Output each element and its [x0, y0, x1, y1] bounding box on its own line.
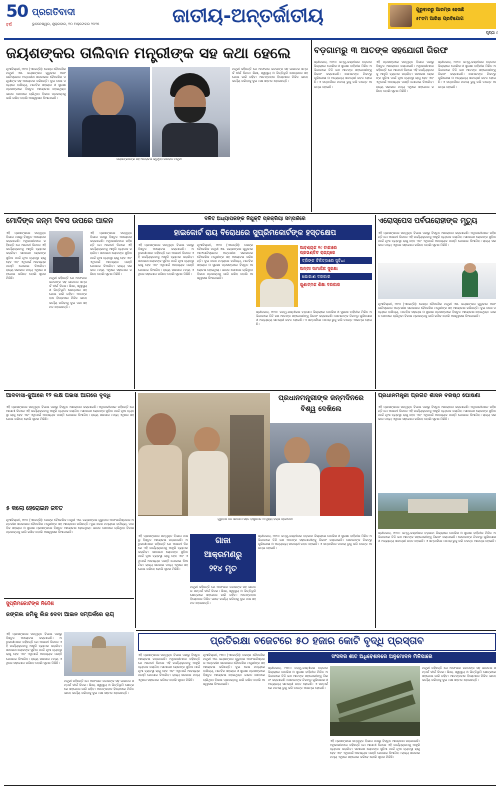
mid-right-body-2: ଶ୍ରୀନଗର, ୯ା୧୦: ଜମ୍ମୁ-କଶ୍ମୀରର ବଡ଼ଗାମ ଜିଲ୍ଲାରେ ପୋଲିସ ଓ ସୁରକ୍ଷା ବାହିନୀର ମିଳିତ ଅଭିଯାନରେ ତିନି ଜଣ ଆତଙ୍କ ସହଯୋଗୀଙ୍କୁ ଗିରଫ କରାଯାଇଛି। ସେମାନଙ୍କ ନିକଟରୁ ଗୁଳିଗୋଳା ଓ ଅନ୍ୟାନ୍ୟ ସାମଗ୍ରୀ ଜବତ ହୋଇଛି। ଏ ସମ୍ପର୍କରେ ମାମଲା ରୁଜୁ କରି ତଦନ୍ତ ଆରମ୍ଭ ହୋଇଛି।: [378, 531, 496, 544]
gaza-body-left: ଏହି ପ୍ରସଙ୍ଗରେ ସମ୍ପୃକ୍ତ ବିଭାଗ ପକ୍ଷରୁ ବିସ୍ତୃତ ଆଲୋଚନା କରାଯାଇଛି। ଅଧିକାରୀମାନେ କହିଛନ୍ତି ଯେ ଆଗାମୀ ଦିନରେ ଏହି କାର୍ଯ୍ୟକ୍ରମକୁ ଆହୁରି ବ୍ୟାପକ କରାଯିବ। ସାଧାରଣ ଲୋକଙ୍କ ସୁବିଧା ପାଇଁ ନୂଆ ବ୍ୟବସ୍ଥା ଲାଗୁ ହେବ ଏବଂ ଏଥିପାଇଁ ଆବଶ୍ୟକ ପାଣ୍ଠି ଯୋଗାଇ ଦିଆଯିବ। ରାଜ୍ୟ ସରକାର ମଧ୍ୟ ଏଥିରେ ସହଯୋଗ କରିବେ ବୋଲି ସୂଚନା ମିଳିଛି।: [138, 534, 188, 571]
anniversary-number: 50: [6, 2, 28, 22]
mid-photo: [138, 393, 270, 516]
paper-name: ପ୍ରଗତିବାଦୀ: [32, 8, 76, 18]
defence-headline: ପ୍ରତିରକ୍ଷା ବଜେଟରେ ୫୦ ହଜାର କୋଟି ବୃଦ୍ଧି ପ୍ରସ୍ତାବ: [210, 636, 424, 647]
page-number: ପୃଷ୍ଠା ୯: [485, 30, 498, 35]
gaza-line1: ଗାଜା: [215, 536, 231, 545]
modi-body-3: ଏହି ପ୍ରସଙ୍ଗରେ ସମ୍ପୃକ୍ତ ବିଭାଗ ପକ୍ଷରୁ ବିସ୍ତୃତ ଆଲୋଚନା କରାଯାଇଛି। ଅଧିକାରୀମାନେ କହିଛନ୍ତି ଯେ ଆଗାମୀ ଦିନରେ ଏହି କାର୍ଯ୍ୟକ୍ରମକୁ ଆହୁରି ବ୍ୟାପକ କରାଯିବ। ସାଧାରଣ ଲୋକଙ୍କ ସୁବିଧା ପାଇଁ ନୂଆ ବ୍ୟବସ୍ଥା ଲାଗୁ ହେବ ଏବଂ ଏଥିପାଇଁ ଆବଶ୍ୟକ ପାଣ୍ଠି ଯୋଗାଇ ଦିଆଯିବ। ରାଜ୍ୟ ସରକାର ମଧ୍ୟ ଏଥିରେ ସହଯୋଗ କରିବେ ବୋଲି ସୂଚନା ମିଳିଛି।: [90, 231, 132, 276]
sc-body-1: ଏହି ପ୍ରସଙ୍ଗରେ ସମ୍ପୃକ୍ତ ବିଭାଗ ପକ୍ଷରୁ ବିସ୍ତୃତ ଆଲୋଚନା କରାଯାଇଛି। ଅଧିକାରୀମାନେ କହିଛନ୍ତି ଯେ ଆଗାମୀ ଦିନରେ ଏହି କାର୍ଯ୍ୟକ୍ରମକୁ ଆହୁରି ବ୍ୟାପକ କରାଯିବ। ସାଧାରଣ ଲୋକଙ୍କ ସୁବିଧା ପାଇଁ ନୂଆ ବ୍ୟବସ୍ଥା ଲାଗୁ ହେବ ଏବଂ ଏଥିପାଇଁ ଆବଶ୍ୟକ ପାଣ୍ଠି ଯୋଗାଇ ଦିଆଯିବ। ରାଜ୍ୟ ସରକାର ମଧ୍ୟ ଏଥିରେ ସହଯୋଗ କରିବେ ବୋଲି ସୂଚନା ମିଳିଛି।: [6, 632, 62, 665]
defence-body-2: ନୂଆଦିଲ୍ଲୀ, ୯ା୧୦ (ଏଜେନ୍ସି): କେନ୍ଦ୍ର ବୈଦେଶିକ ମନ୍ତ୍ରୀ ଏସ. ଜୟଶଙ୍କର ଗୁରୁବାର ଆଫଗାନିସ୍ତାନର ଅନ୍ତରୀଣ ସରକାରର ବୈଦେଶିକ ମନ୍ତ୍ରୀଙ୍କ ସହ ଆଲୋଚନା କରିଛନ୍ତି। ଦୁଇ ଦେଶ ମଧ୍ୟରେ ବାଣିଜ୍ୟ, ମାନବିକ ସହାୟତା ଓ ସୁରକ୍ଷା ପ୍ରସଙ୍ଗରେ ବିସ୍ତୃତ ଆଲୋଚନା ହୋଇଥିଲା। ଭାରତ ସେଠାରେ ଚାଲିଥିବା ବିକାଶ ପ୍ରକଳ୍ପକୁ ଜାରି ରଖିବ ବୋଲି ଆଶ୍ୱାସନା ଦିଆଯାଇଛି।: [203, 653, 265, 686]
divider-band3-left: [135, 392, 136, 628]
promo-line1: ଗୁରୁବାରରୁ ଆରମ୍ଭ ହେଉଛି: [416, 8, 465, 13]
defence-subhead: ସଂସଦର ଶୀତ ଅଧିବେଶନରେ ଅନୁମୋଦନ ମିଳିପାରେ: [331, 654, 433, 660]
masthead: [0, 0, 500, 38]
anniversary-sub: ବର୍ଷ: [6, 22, 12, 27]
right-top-body-2: ଏହି ପ୍ରସଙ୍ଗରେ ସମ୍ପୃକ୍ତ ବିଭାଗ ପକ୍ଷରୁ ବିସ୍ତୃତ ଆଲୋଚନା କରାଯାଇଛି। ଅଧିକାରୀମାନେ କହିଛନ୍ତି ଯେ ଆଗାମୀ ଦିନରେ ଏହି କାର୍ଯ୍ୟକ୍ରମକୁ ଆହୁରି ବ୍ୟାପକ କରାଯିବ। ସାଧାରଣ ଲୋକଙ୍କ ସୁବିଧା ପାଇଁ ନୂଆ ବ୍ୟବସ୍ଥା ଲାଗୁ ହେବ ଏବଂ ଏଥିପାଇଁ ଆବଶ୍ୟକ ପାଣ୍ଠି ଯୋଗାଇ ଦିଆଯିବ। ରାଜ୍ୟ ସରକାର ମଧ୍ୟ ଏଥିରେ ସହଯୋଗ କରିବେ ବୋଲି ସୂଚନା ମିଳିଛି।: [376, 60, 434, 93]
mid-photo-caption: ଗୁରୁବାର ଦିନ ସମାଗମ ସହିତ ରାଷ୍ଟ୍ରପତି ଓ ମୁଖ୍ୟ ବକ୍ତା ଦ୍ରୌପଦୀ: [217, 518, 293, 521]
hc-body-1: ଏହି ପ୍ରସଙ୍ଗରେ ସମ୍ପୃକ୍ତ ବିଭାଗ ପକ୍ଷରୁ ବିସ୍ତୃତ ଆଲୋଚନା କରାଯାଇଛି। ଅଧିକାରୀମାନେ କହିଛନ୍ତି ଯେ ଆଗାମୀ ଦିନରେ ଏହି କାର୍ଯ୍ୟକ୍ରମକୁ ଆହୁରି ବ୍ୟାପକ କରାଯିବ। ସାଧାରଣ ଲୋକଙ୍କ ସୁବିଧା ପାଇଁ ନୂଆ ବ୍ୟବସ୍ଥା ଲାଗୁ ହେବ ଏବଂ ଏଥିପାଇଁ ଆବଶ୍ୟକ ପାଣ୍ଠି ଯୋଗାଇ ଦିଆଯିବ। ରାଜ୍ୟ ସରକାର ମଧ୍ୟ ଏଥିରେ ସହଯୋଗ କରିବେ ବୋଲି ସୂଚନା ମିଳିଛି।: [138, 243, 194, 276]
hc-body-3: ଶ୍ରୀନଗର, ୯ା୧୦: ଜମ୍ମୁ-କଶ୍ମୀରର ବଡ଼ଗାମ ଜିଲ୍ଲାରେ ପୋଲିସ ଓ ସୁରକ୍ଷା ବାହିନୀର ମିଳିତ ଅଭିଯାନରେ ତିନି ଜଣ ଆତଙ୍କ ସହଯୋଗୀଙ୍କୁ ଗିରଫ କରାଯାଇଛି। ସେମାନଙ୍କ ନିକଟରୁ ଗୁଳିଗୋଳା ଓ ଅନ୍ୟାନ୍ୟ ସାମଗ୍ରୀ ଜବତ ହୋଇଛି। ଏ ସମ୍ପର୍କରେ ମାମଲା ରୁଜୁ କରି ତଦନ୍ତ ଆରମ୍ଭ ହୋଇଛି।: [256, 310, 372, 327]
modi-headline: ମୋଦିଙ୍କ ଜନ୍ମ ଦିବସ ଉପରେ ପାଳନ: [6, 216, 114, 225]
defence-body-4: ମନ୍ତ୍ରୀ କହିଛନ୍ତି ଯେ ଆଫଗାନ ଜନତାଙ୍କ ସହ ଭାରତର ସମ୍ପର୍କ ଦୀର୍ଘ ଦିନର। ଶିକ୍ଷା, ସ୍ୱାସ୍ଥ୍ୟ ଓ ଭିତ୍ତିଭୂମି କ୍ଷେତ୍ରରେ ସହଯୋଗ ଜାରି ରହିବ। ଆତଙ୍କବାଦ ବିରୋଧରେ ମିଳିତ ଭାବେ କାର୍ଯ୍ୟ କରିବାକୁ ଦୁଇ ପକ୍ଷ ସହମତ ହୋଇଛନ୍ତି।: [422, 666, 496, 683]
divider-bottom: [136, 630, 496, 631]
defence-subhead-bar: [268, 652, 496, 663]
right-top-body-1: ଶ୍ରୀନଗର, ୯ା୧୦: ଜମ୍ମୁ-କଶ୍ମୀରର ବଡ଼ଗାମ ଜିଲ୍ଲାରେ ପୋଲିସ ଓ ସୁରକ୍ଷା ବାହିନୀର ମିଳିତ ଅଭିଯାନରେ ତିନି ଜଣ ଆତଙ୍କ ସହଯୋଗୀଙ୍କୁ ଗିରଫ କରାଯାଇଛି। ସେମାନଙ୍କ ନିକଟରୁ ଗୁଳିଗୋଳା ଓ ଅନ୍ୟାନ୍ୟ ସାମଗ୍ରୀ ଜବତ ହୋଇଛି। ଏ ସମ୍ପର୍କରେ ମାମଲା ରୁଜୁ କରି ତଦନ୍ତ ଆରମ୍ଭ ହୋଇଛି।: [314, 60, 372, 89]
small-left-headline: ୫ କିଲୋ ହେରୋଇନ ଜବତ: [6, 506, 63, 512]
gaza-body-bottom: ମନ୍ତ୍ରୀ କହିଛନ୍ତି ଯେ ଆଫଗାନ ଜନତାଙ୍କ ସହ ଭାରତର ସମ୍ପର୍କ ଦୀର୍ଘ ଦିନର। ଶିକ୍ଷା, ସ୍ୱାସ୍ଥ୍ୟ ଓ ଭିତ୍ତିଭୂମି କ୍ଷେତ୍ରରେ ସହଯୋଗ ଜାରି ରହିବ। ଆତଙ୍କବାଦ ବିରୋଧରେ ମିଳିତ ଭାବେ କାର୍ଯ୍ୟ କରିବାକୁ ଦୁଇ ପକ୍ଷ ସହମତ ହୋଇଛନ୍ତି।: [190, 585, 256, 606]
wildlife-headline: ଏରୋସ୍ପେସ ପର୍ବତାରୋହୀଙ୍କ ମୃତ୍ୟୁ: [378, 216, 478, 225]
divider-band2-left: [134, 215, 135, 389]
lead-photo-taliban-minister: [152, 67, 230, 157]
mid-right-photo: [378, 493, 496, 529]
box-line3: ଦ୍ରିଙ୍କ ଚିକିତ୍ସାରେ ସୁବିଧା: [300, 257, 372, 264]
hc-body-2: ନୂଆଦିଲ୍ଲୀ, ୯ା୧୦ (ଏଜେନ୍ସି): କେନ୍ଦ୍ର ବୈଦେଶିକ ମନ୍ତ୍ରୀ ଏସ. ଜୟଶଙ୍କର ଗୁରୁବାର ଆଫଗାନିସ୍ତାନର ଅନ୍ତରୀଣ ସରକାରର ବୈଦେଶିକ ମନ୍ତ୍ରୀଙ୍କ ସହ ଆଲୋଚନା କରିଛନ୍ତି। ଦୁଇ ଦେଶ ମଧ୍ୟରେ ବାଣିଜ୍ୟ, ମାନବିକ ସହାୟତା ଓ ସୁରକ୍ଷା ପ୍ରସଙ୍ଗରେ ବିସ୍ତୃତ ଆଲୋଚନା ହୋଇଥିଲା। ଭାରତ ସେଠାରେ ଚାଲିଥିବା ବିକାଶ ପ୍ରକଳ୍ପକୁ ଜାରି ରଖିବ ବୋଲି ଆଶ୍ୱାସନା ଦିଆଯାଇଛି।: [197, 243, 253, 280]
small-left-body: ନୂଆଦିଲ୍ଲୀ, ୯ା୧୦ (ଏଜେନ୍ସି): କେନ୍ଦ୍ର ବୈଦେଶିକ ମନ୍ତ୍ରୀ ଏସ. ଜୟଶଙ୍କର ଗୁରୁବାର ଆଫଗାନିସ୍ତାନର ଅନ୍ତରୀଣ ସରକାରର ବୈଦେଶିକ ମନ୍ତ୍ରୀଙ୍କ ସହ ଆଲୋଚନା କରିଛନ୍ତି। ଦୁଇ ଦେଶ ମଧ୍ୟରେ ବାଣିଜ୍ୟ, ମାନବିକ ସହାୟତା ଓ ସୁରକ୍ଷା ପ୍ରସଙ୍ଗରେ ବିସ୍ତୃତ ଆଲୋଚନା ହୋଇଥିଲା। ଭାରତ ସେଠାରେ ଚାଲିଥିବା ବିକାଶ ପ୍ରକଳ୍ପକୁ ଜାରି ରଖିବ ବୋଲି ଆଶ୍ୱାସନା ଦିଆଯାଇଛି।: [6, 518, 134, 535]
gaza-body-right: ଶ୍ରୀନଗର, ୯ା୧୦: ଜମ୍ମୁ-କଶ୍ମୀରର ବଡ଼ଗାମ ଜିଲ୍ଲାରେ ପୋଲିସ ଓ ସୁରକ୍ଷା ବାହିନୀର ମିଳିତ ଅଭିଯାନରେ ତିନି ଜଣ ଆତଙ୍କ ସହଯୋଗୀଙ୍କୁ ଗିରଫ କରାଯାଇଛି। ସେମାନଙ୍କ ନିକଟରୁ ଗୁଳିଗୋଳା ଓ ଅନ୍ୟାନ୍ୟ ସାମଗ୍ରୀ ଜବତ ହୋଇଛି। ଏ ସମ୍ପର୍କରେ ମାମଲା ରୁଜୁ କରି ତଦନ୍ତ ଆରମ୍ଭ ହୋଇଛି।: [258, 534, 372, 551]
box-line6: ଗୁଣାତ୍ମକ ଶିକ୍ଷା ଦରକାର: [300, 282, 341, 287]
lead-photo-jaishankar: [68, 67, 150, 157]
divider-band2-right: [375, 215, 376, 389]
hc-photo: [256, 245, 298, 307]
mid-left-body: ଏହି ପ୍ରସଙ୍ଗରେ ସମ୍ପୃକ୍ତ ବିଭାଗ ପକ୍ଷରୁ ବିସ୍ତୃତ ଆଲୋଚନା କରାଯାଇଛି। ଅଧିକାରୀମାନେ କହିଛନ୍ତି ଯେ ଆଗାମୀ ଦିନରେ ଏହି କାର୍ଯ୍ୟକ୍ରମକୁ ଆହୁରି ବ୍ୟାପକ କରାଯିବ। ସାଧାରଣ ଲୋକଙ୍କ ସୁବିଧା ପାଇଁ ନୂଆ ବ୍ୟବସ୍ଥା ଲାଗୁ ହେବ ଏବଂ ଏଥିପାଇଁ ଆବଶ୍ୟକ ପାଣ୍ଠି ଯୋଗାଇ ଦିଆଯିବ। ରାଜ୍ୟ ସରକାର ମଧ୍ୟ ଏଥିରେ ସହଯୋଗ କରିବେ ବୋଲି ସୂଚନା ମିଳିଛି।: [6, 405, 134, 422]
lead-body-col2: ମନ୍ତ୍ରୀ କହିଛନ୍ତି ଯେ ଆଫଗାନ ଜନତାଙ୍କ ସହ ଭାରତର ସମ୍ପର୍କ ଦୀର୍ଘ ଦିନର। ଶିକ୍ଷା, ସ୍ୱାସ୍ଥ୍ୟ ଓ ଭିତ୍ତିଭୂମି କ୍ଷେତ୍ରରେ ସହଯୋଗ ଜାରି ରହିବ। ଆତଙ୍କବାଦ ବିରୋଧରେ ମିଳିତ ଭାବେ କାର୍ଯ୍ୟ କରିବାକୁ ଦୁଇ ପକ୍ଷ ସହମତ ହୋଇଛନ୍ତି।: [232, 67, 308, 84]
promo-photo: [390, 5, 412, 27]
mid-center-headline-1: ପ୍ରଧାନମନ୍ତ୍ରୀଙ୍କ ଜନ୍ମଦିନରେ: [278, 394, 364, 402]
right-top-body-3: ଶ୍ରୀନଗର, ୯ା୧୦: ଜମ୍ମୁ-କଶ୍ମୀରର ବଡ଼ଗାମ ଜିଲ୍ଲାରେ ପୋଲିସ ଓ ସୁରକ୍ଷା ବାହିନୀର ମିଳିତ ଅଭିଯାନରେ ତିନି ଜଣ ଆତଙ୍କ ସହଯୋଗୀଙ୍କୁ ଗିରଫ କରାଯାଇଛି। ସେମାନଙ୍କ ନିକଟରୁ ଗୁଳିଗୋଳା ଓ ଅନ୍ୟାନ୍ୟ ସାମଗ୍ରୀ ଜବତ ହୋଇଛି। ଏ ସମ୍ପର୍କରେ ମାମଲା ରୁଜୁ କରି ତଦନ୍ତ ଆରମ୍ଭ ହୋଇଛି।: [438, 60, 496, 89]
defence-body-5: ଏହି ପ୍ରସଙ୍ଗରେ ସମ୍ପୃକ୍ତ ବିଭାଗ ପକ୍ଷରୁ ବିସ୍ତୃତ ଆଲୋଚନା କରାଯାଇଛି। ଅଧିକାରୀମାନେ କହିଛନ୍ତି ଯେ ଆଗାମୀ ଦିନରେ ଏହି କାର୍ଯ୍ୟକ୍ରମକୁ ଆହୁରି ବ୍ୟାପକ କରାଯିବ। ସାଧାରଣ ଲୋକଙ୍କ ସୁବିଧା ପାଇଁ ନୂଆ ବ୍ୟବସ୍ଥା ଲାଗୁ ହେବ ଏବଂ ଏଥିପାଇଁ ଆବଶ୍ୟକ ପାଣ୍ଠି ଯୋଗାଇ ଦିଆଯିବ। ରାଜ୍ୟ ସରକାର ମଧ୍ୟ ଏଥିରେ ସହଯୋଗ କରିବେ ବୋଲି ସୂଚନା ମିଳିଛି।: [330, 739, 420, 760]
mid-photo-2: [270, 423, 372, 516]
modi-photo: [49, 231, 83, 273]
promo-line2: ୫୮ତମ ଆରିହା ପ୍ରତିଯୋଗ: [416, 17, 464, 22]
gaza-box: [190, 534, 256, 582]
mid-center-headline: [272, 393, 370, 421]
right-top-headline: ବଡ଼ଗାମରୁ ୩ ଆତଙ୍କ ସହଯୋଗୀ ଗିରଫ: [314, 46, 449, 56]
mid-left-headline: ଆଦିବାସୀ-ଜୁଆରେ ୧୨ ଲକ୍ଷ ପଇସା ଆଗରେ ବୃଦ୍ଧି: [6, 393, 111, 399]
hc-headline: ହାଇକୋର୍ଟ ରାୟ ବିରୋଧରେ ସୁପ୍ରିମକୋର୍ଟଙ୍କ ହସ୍ତକ୍ଷେପ: [173, 228, 337, 237]
sc-headline: ଜଙ୍ଗଲ ଜମିକୁ ଲିଜ ଦେବା ଆଇନ ସମ୍ପର୍କରେ ରାୟ: [6, 612, 115, 618]
mid-center-headline-2: ବିଶ୍ୱ ଦେଖିଲେ: [300, 405, 342, 413]
hc-kicker: ଦଳିତ ଅଧ୍ୟାପକଙ୍କ ନିଯୁକ୍ତି ପ୍ରକ୍ରିୟା ସମ୍ପର୍କରେ: [204, 216, 306, 222]
divider-band-2: [4, 390, 496, 391]
wildlife-body-1: ଏହି ପ୍ରସଙ୍ଗରେ ସମ୍ପୃକ୍ତ ବିଭାଗ ପକ୍ଷରୁ ବିସ୍ତୃତ ଆଲୋଚନା କରାଯାଇଛି। ଅଧିକାରୀମାନେ କହିଛନ୍ତି ଯେ ଆଗାମୀ ଦିନରେ ଏହି କାର୍ଯ୍ୟକ୍ରମକୁ ଆହୁରି ବ୍ୟାପକ କରାଯିବ। ସାଧାରଣ ଲୋକଙ୍କ ସୁବିଧା ପାଇଁ ନୂଆ ବ୍ୟବସ୍ଥା ଲାଗୁ ହେବ ଏବଂ ଏଥିପାଇଁ ଆବଶ୍ୟକ ପାଣ୍ଠି ଯୋଗାଇ ଦିଆଯିବ। ରାଜ୍ୟ ସରକାର ମଧ୍ୟ ଏଥିରେ ସହଯୋଗ କରିବେ ବୋଲି ସୂଚନା ମିଳିଛି।: [378, 231, 496, 248]
lead-headline: ଜୟଶଙ୍କର ତାଲିବାନ ମନ୍ତ୍ରୀଙ୍କ ସହ କଥା ହେଲେ: [6, 44, 291, 62]
defence-headline-box: [138, 633, 496, 651]
gaza-line3: ୨୧୪ ମୃତ: [209, 564, 237, 573]
promo-box[interactable]: [388, 3, 496, 29]
box-line5: ଯୋଗାଣ ଦରକାର: [300, 273, 372, 280]
anniversary-logo: [6, 2, 34, 28]
gaza-line2: ଆକ୍ରମଣରୁ: [204, 550, 242, 559]
modi-body-1: ଏହି ପ୍ରସଙ୍ଗରେ ସମ୍ପୃକ୍ତ ବିଭାଗ ପକ୍ଷରୁ ବିସ୍ତୃତ ଆଲୋଚନା କରାଯାଇଛି। ଅଧିକାରୀମାନେ କହିଛନ୍ତି ଯେ ଆଗାମୀ ଦିନରେ ଏହି କାର୍ଯ୍ୟକ୍ରମକୁ ଆହୁରି ବ୍ୟାପକ କରାଯିବ। ସାଧାରଣ ଲୋକଙ୍କ ସୁବିଧା ପାଇଁ ନୂଆ ବ୍ୟବସ୍ଥା ଲାଗୁ ହେବ ଏବଂ ଏଥିପାଇଁ ଆବଶ୍ୟକ ପାଣ୍ଠି ଯୋଗାଇ ଦିଆଯିବ। ରାଜ୍ୟ ସରକାର ମଧ୍ୟ ଏଥିରେ ସହଯୋଗ କରିବେ ବୋଲି ସୂଚନା ମିଳିଛି।: [6, 231, 46, 281]
hc-highlight-box: [300, 245, 372, 307]
sc-photo: [64, 632, 134, 676]
box-line2: ପ୍ରଭଣ୍ଡିତ ରାଜ୍ୟରେ: [300, 250, 336, 255]
hc-headline-bar: [138, 225, 372, 240]
divider-right-top: [311, 40, 312, 212]
box-line4: ଅନ୍ତଃ ସାମାଜିକ ସୁରକ୍ଷା: [300, 266, 338, 271]
defence-photo: [330, 666, 420, 736]
wildlife-photo: [378, 263, 496, 299]
divider-band-1: [4, 213, 496, 214]
box-line1: ଆବଶ୍ୟକ ୧୯ ଟାକାରେ: [300, 245, 337, 250]
masthead-rule: [4, 38, 496, 40]
mid-right-headline: ପ୍ରଧାନମନ୍ତ୍ରୀ ପ୍ରଗତି ଶାସନ ବରିଷ୍ଠ ଘୋଷଣା: [378, 393, 481, 399]
sc-body-2: ମନ୍ତ୍ରୀ କହିଛନ୍ତି ଯେ ଆଫଗାନ ଜନତାଙ୍କ ସହ ଭାରତର ସମ୍ପର୍କ ଦୀର୍ଘ ଦିନର। ଶିକ୍ଷା, ସ୍ୱାସ୍ଥ୍ୟ ଓ ଭିତ୍ତିଭୂମି କ୍ଷେତ୍ରରେ ସହଯୋଗ ଜାରି ରହିବ। ଆତଙ୍କବାଦ ବିରୋଧରେ ମିଳିତ ଭାବେ କାର୍ଯ୍ୟ କରିବାକୁ ଦୁଇ ପକ୍ଷ ସହମତ ହୋଇଛନ୍ତି।: [64, 679, 134, 696]
modi-body-2: ମନ୍ତ୍ରୀ କହିଛନ୍ତି ଯେ ଆଫଗାନ ଜନତାଙ୍କ ସହ ଭାରତର ସମ୍ପର୍କ ଦୀର୍ଘ ଦିନର। ଶିକ୍ଷା, ସ୍ୱାସ୍ଥ୍ୟ ଓ ଭିତ୍ତିଭୂମି କ୍ଷେତ୍ରରେ ସହଯୋଗ ଜାରି ରହିବ। ଆତଙ୍କବାଦ ବିରୋଧରେ ମିଳିତ ଭାବେ କାର୍ଯ୍ୟ କରିବାକୁ ଦୁଇ ପକ୍ଷ ସହମତ ହୋଇଛନ୍ତି।: [49, 276, 87, 309]
lead-body-col1: ନୂଆଦିଲ୍ଲୀ, ୯ା୧୦ (ଏଜେନ୍ସି): କେନ୍ଦ୍ର ବୈଦେଶିକ ମନ୍ତ୍ରୀ ଏସ. ଜୟଶଙ୍କର ଗୁରୁବାର ଆଫଗାନିସ୍ତାନର ଅନ୍ତରୀଣ ସରକାରର ବୈଦେଶିକ ମନ୍ତ୍ରୀଙ୍କ ସହ ଆଲୋଚନା କରିଛନ୍ତି। ଦୁଇ ଦେଶ ମଧ୍ୟରେ ବାଣିଜ୍ୟ, ମାନବିକ ସହାୟତା ଓ ସୁରକ୍ଷା ପ୍ରସଙ୍ଗରେ ବିସ୍ତୃତ ଆଲୋଚନା ହୋଇଥିଲା। ଭାରତ ସେଠାରେ ଚାଲିଥିବା ବିକାଶ ପ୍ରକଳ୍ପକୁ ଜାରି ରଖିବ ବୋଲି ଆଶ୍ୱାସନା ଦିଆଯାଇଛି।: [6, 67, 66, 100]
mid-right-body-1: ଏହି ପ୍ରସଙ୍ଗରେ ସମ୍ପୃକ୍ତ ବିଭାଗ ପକ୍ଷରୁ ବିସ୍ତୃତ ଆଲୋଚନା କରାଯାଇଛି। ଅଧିକାରୀମାନେ କହିଛନ୍ତି ଯେ ଆଗାମୀ ଦିନରେ ଏହି କାର୍ଯ୍ୟକ୍ରମକୁ ଆହୁରି ବ୍ୟାପକ କରାଯିବ। ସାଧାରଣ ଲୋକଙ୍କ ସୁବିଧା ପାଇଁ ନୂଆ ବ୍ୟବସ୍ଥା ଲାଗୁ ହେବ ଏବଂ ଏଥିପାଇଁ ଆବଶ୍ୟକ ପାଣ୍ଠି ଯୋଗାଇ ଦିଆଯିବ। ରାଜ୍ୟ ସରକାର ମଧ୍ୟ ଏଥିରେ ସହଯୋଗ କରିବେ ବୋଲି ସୂଚନା ମିଳିଛି।: [378, 405, 496, 422]
wildlife-body-2: ନୂଆଦିଲ୍ଲୀ, ୯ା୧୦ (ଏଜେନ୍ସି): କେନ୍ଦ୍ର ବୈଦେଶିକ ମନ୍ତ୍ରୀ ଏସ. ଜୟଶଙ୍କର ଗୁରୁବାର ଆଫଗାନିସ୍ତାନର ଅନ୍ତରୀଣ ସରକାରର ବୈଦେଶିକ ମନ୍ତ୍ରୀଙ୍କ ସହ ଆଲୋଚନା କରିଛନ୍ତି। ଦୁଇ ଦେଶ ମଧ୍ୟରେ ବାଣିଜ୍ୟ, ମାନବିକ ସହାୟତା ଓ ସୁରକ୍ଷା ପ୍ରସଙ୍ଗରେ ବିସ୍ତୃତ ଆଲୋଚନା ହୋଇଥିଲା। ଭାରତ ସେଠାରେ ଚାଲିଥିବା ବିକାଶ ପ୍ରକଳ୍ପକୁ ଜାରି ରଖିବ ବୋଲି ଆଶ୍ୱାସନା ଦିଆଯାଇଛି।: [378, 302, 496, 319]
divider-left-sc: [4, 598, 134, 599]
bottom-rule: [4, 785, 496, 786]
divider-band3-right: [375, 392, 376, 628]
lead-photo-caption: ଜୟଶଙ୍କରଙ୍କ ସହ ଆଲୋଚନା କରୁଥିବା ତାଲିବାନ ମନ୍ତ୍ରୀ: [116, 158, 182, 161]
sc-kicker: ସୁପ୍ରିମକୋର୍ଟଙ୍କ ନିର୍ଦ୍ଦେଶ: [6, 601, 54, 607]
defence-body-1: ଏହି ପ୍ରସଙ୍ଗରେ ସମ୍ପୃକ୍ତ ବିଭାଗ ପକ୍ଷରୁ ବିସ୍ତୃତ ଆଲୋଚନା କରାଯାଇଛି। ଅଧିକାରୀମାନେ କହିଛନ୍ତି ଯେ ଆଗାମୀ ଦିନରେ ଏହି କାର୍ଯ୍ୟକ୍ରମକୁ ଆହୁରି ବ୍ୟାପକ କରାଯିବ। ସାଧାରଣ ଲୋକଙ୍କ ସୁବିଧା ପାଇଁ ନୂଆ ବ୍ୟବସ୍ଥା ଲାଗୁ ହେବ ଏବଂ ଏଥିପାଇଁ ଆବଶ୍ୟକ ପାଣ୍ଠି ଯୋଗାଇ ଦିଆଯିବ। ରାଜ୍ୟ ସରକାର ମଧ୍ୟ ଏଥିରେ ସହଯୋଗ କରିବେ ବୋଲି ସୂଚନା ମିଳିଛି।: [138, 653, 200, 682]
section-title: ଜାତୀୟ-ଅନ୍ତର୍ଜାତୀୟ: [172, 5, 324, 27]
dateline: ଭୁବନେଶ୍ୱର, ଶୁକ୍ରବାର, ୧୦ ଅକ୍ଟୋବର ୨୦୨୫: [32, 22, 100, 26]
defence-body-3: ଶ୍ରୀନଗର, ୯ା୧୦: ଜମ୍ମୁ-କଶ୍ମୀରର ବଡ଼ଗାମ ଜିଲ୍ଲାରେ ପୋଲିସ ଓ ସୁରକ୍ଷା ବାହିନୀର ମିଳିତ ଅଭିଯାନରେ ତିନି ଜଣ ଆତଙ୍କ ସହଯୋଗୀଙ୍କୁ ଗିରଫ କରାଯାଇଛି। ସେମାନଙ୍କ ନିକଟରୁ ଗୁଳିଗୋଳା ଓ ଅନ୍ୟାନ୍ୟ ସାମଗ୍ରୀ ଜବତ ହୋଇଛି। ଏ ସମ୍ପର୍କରେ ମାମଲା ରୁଜୁ କରି ତଦନ୍ତ ଆରମ୍ଭ ହୋଇଛି।: [268, 666, 328, 691]
